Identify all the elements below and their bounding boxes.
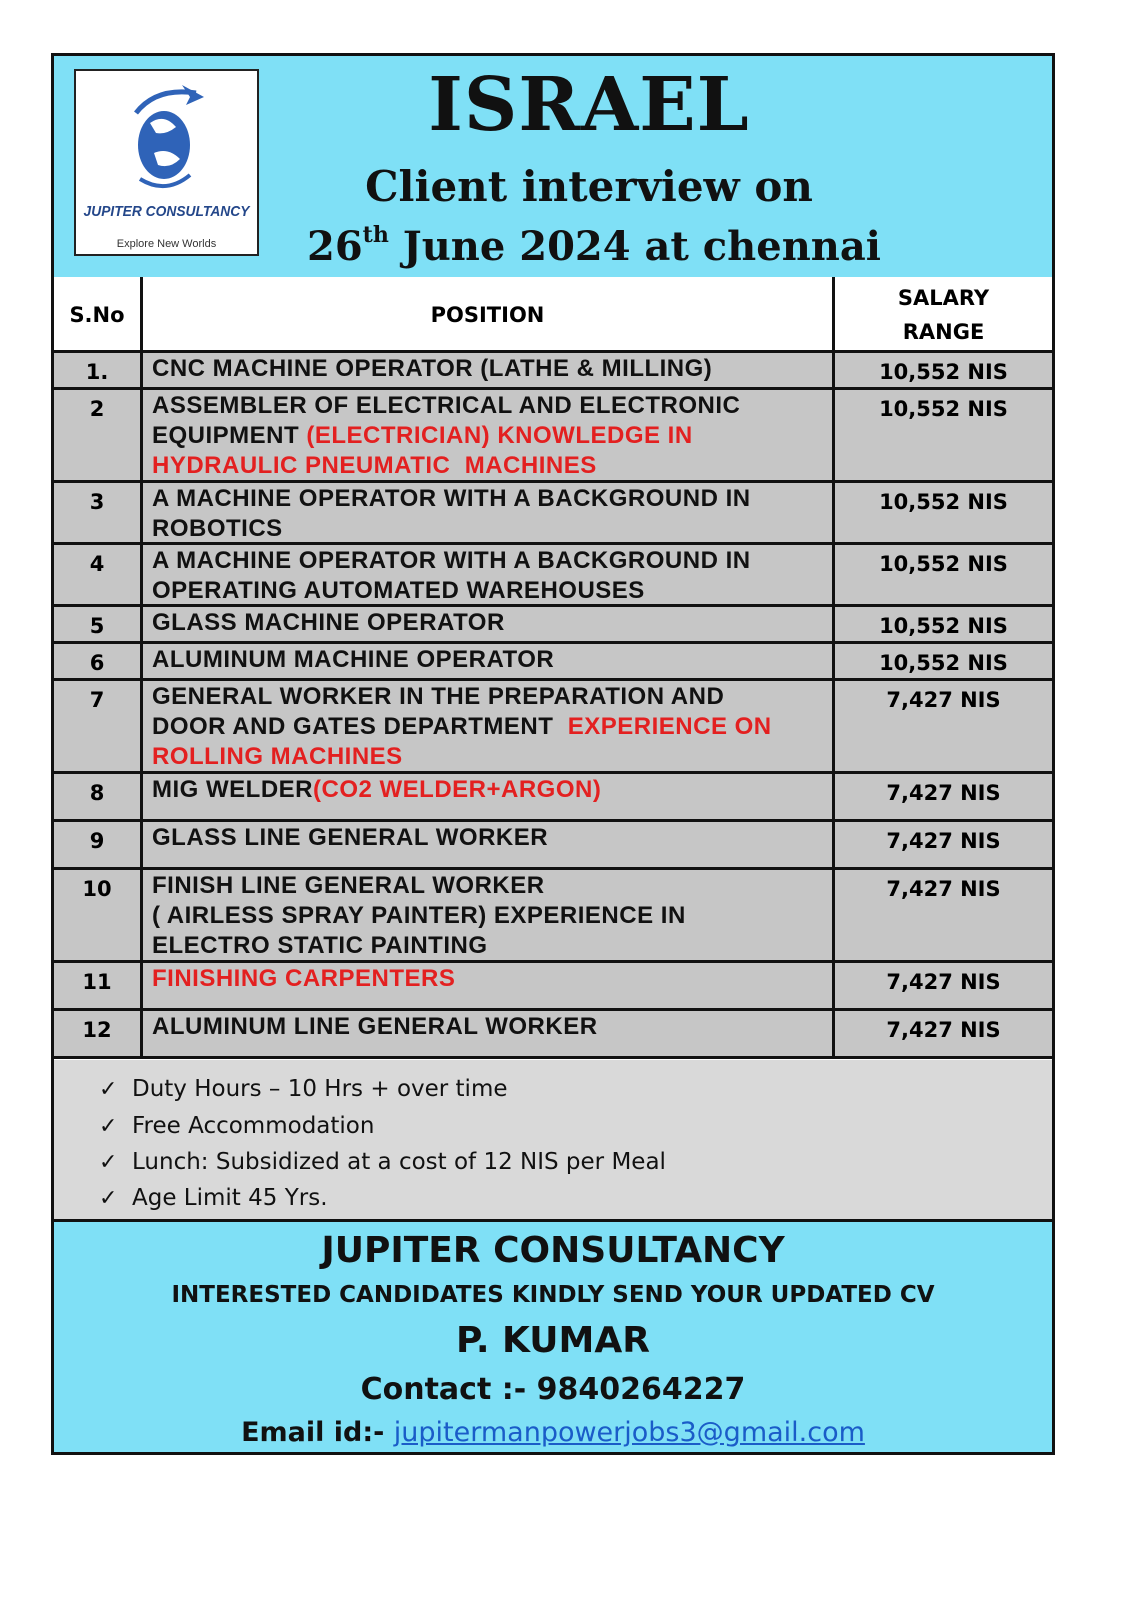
row-position bbox=[143, 870, 835, 960]
row-sno: 9 bbox=[54, 822, 143, 867]
position-highlight: EXPERIENCE ON ROLLING MACHINES bbox=[152, 713, 772, 770]
footer-company: JUPITER CONSULTANCY bbox=[321, 1230, 785, 1271]
table-row bbox=[54, 644, 1052, 681]
row-salary: 7,427 NIS bbox=[886, 1018, 1001, 1042]
footer-instruction: INTERESTED CANDIDATES KINDLY SEND YOUR UPDATED CV bbox=[171, 1282, 935, 1308]
position-text: ASSEMBLER OF ELECTRICAL AND ELECTRONIC EQUIPMENT bbox=[152, 392, 741, 449]
position-text: GENERAL WORKER IN THE PREPARATION AND DOOR AND GATES DEPARTMENT bbox=[152, 683, 725, 740]
position-highlight: (ELECTRICIAN) KNOWLEDGE IN HYDRAULIC PNEUMATIC MACHINES bbox=[152, 422, 693, 479]
globe-plane-icon bbox=[126, 83, 211, 198]
page-title: ISRAEL bbox=[428, 62, 750, 148]
row-position bbox=[143, 963, 835, 1008]
table-row bbox=[54, 390, 1052, 483]
row-sno: 11 bbox=[54, 963, 143, 1008]
poster-header bbox=[54, 56, 1052, 280]
row-position bbox=[143, 822, 835, 867]
check-icon: ✓ bbox=[99, 1077, 118, 1102]
row-salary: 7,427 NIS bbox=[886, 970, 1001, 994]
row-sno: 3 bbox=[54, 483, 143, 542]
table-row bbox=[54, 822, 1052, 870]
row-sno: 10 bbox=[54, 870, 143, 960]
row-salary: 10,552 NIS bbox=[879, 614, 1008, 638]
position-text: MIG WELDER bbox=[152, 776, 313, 803]
contact-phone: Contact :- 9840264227 bbox=[360, 1372, 746, 1407]
date-day: 26 bbox=[307, 223, 363, 270]
interview-date bbox=[284, 222, 904, 270]
date-suffix: th bbox=[362, 222, 389, 248]
table-row bbox=[54, 1011, 1052, 1059]
check-icon: ✓ bbox=[99, 1186, 118, 1211]
email-label: Email id:- bbox=[241, 1417, 394, 1448]
header-position: POSITION bbox=[143, 277, 835, 350]
row-position bbox=[143, 353, 835, 387]
position-highlight: FINISHING CARPENTERS bbox=[152, 965, 456, 992]
benefit-item: ✓ Lunch: Subsidized at a cost of 12 NIS per Meal bbox=[99, 1149, 666, 1175]
email-link[interactable]: jupitermanpowerjobs3@gmail.com bbox=[393, 1417, 865, 1448]
row-salary: 10,552 NIS bbox=[879, 397, 1008, 421]
logo-tagline: Explore New Worlds bbox=[116, 238, 217, 250]
header-sno: S.No bbox=[54, 277, 143, 350]
contact-footer bbox=[54, 1222, 1052, 1452]
row-sno: 5 bbox=[54, 607, 143, 641]
position-text: GLASS MACHINE OPERATOR bbox=[152, 609, 505, 636]
table-row bbox=[54, 963, 1052, 1011]
row-sno: 4 bbox=[54, 545, 143, 604]
row-sno: 8 bbox=[54, 774, 143, 819]
table-row bbox=[54, 774, 1052, 822]
position-highlight: (CO2 WELDER+ARGON) bbox=[313, 776, 602, 803]
row-salary: 10,552 NIS bbox=[879, 552, 1008, 576]
row-salary: 7,427 NIS bbox=[886, 877, 1001, 901]
contact-email-line bbox=[54, 1417, 1052, 1448]
row-salary: 10,552 NIS bbox=[879, 490, 1008, 514]
check-icon: ✓ bbox=[99, 1150, 118, 1175]
row-position bbox=[143, 483, 835, 542]
row-position bbox=[143, 545, 835, 604]
table-header-row bbox=[54, 277, 1052, 353]
contact-person: P. KUMAR bbox=[456, 1320, 650, 1361]
position-text: ALUMINUM MACHINE OPERATOR bbox=[152, 646, 555, 673]
interview-heading: Client interview on bbox=[365, 162, 813, 211]
position-text: A MACHINE OPERATOR WITH A BACKGROUND IN ROBOTICS bbox=[152, 485, 751, 542]
job-poster bbox=[51, 53, 1055, 1455]
date-rest: June 2024 at chennai bbox=[388, 223, 881, 270]
benefit-item: ✓ Duty Hours – 10 Hrs + over time bbox=[99, 1076, 508, 1102]
table-row bbox=[54, 483, 1052, 545]
row-position bbox=[143, 1011, 835, 1056]
row-salary: 10,552 NIS bbox=[879, 360, 1008, 384]
row-salary: 10,552 NIS bbox=[879, 651, 1008, 675]
benefit-item: ✓ Age Limit 45 Yrs. bbox=[99, 1185, 328, 1211]
row-salary: 7,427 NIS bbox=[886, 781, 1001, 805]
row-position bbox=[143, 681, 835, 771]
check-icon: ✓ bbox=[99, 1114, 118, 1139]
row-sno: 7 bbox=[54, 681, 143, 771]
table-row bbox=[54, 607, 1052, 644]
row-position bbox=[143, 607, 835, 641]
logo-company-name: JUPITER CONSULTANCY bbox=[83, 203, 250, 220]
row-salary: 7,427 NIS bbox=[886, 829, 1001, 853]
company-logo bbox=[74, 69, 259, 256]
row-sno: 2 bbox=[54, 390, 143, 480]
benefits-list bbox=[54, 1060, 1052, 1222]
row-salary: 7,427 NIS bbox=[886, 688, 1001, 712]
position-text: CNC MACHINE OPERATOR (LATHE & MILLING) bbox=[152, 355, 713, 382]
row-position bbox=[143, 774, 835, 819]
row-sno: 1. bbox=[54, 353, 143, 387]
table-row bbox=[54, 870, 1052, 963]
position-text: ALUMINUM LINE GENERAL WORKER bbox=[152, 1013, 598, 1040]
row-position bbox=[143, 390, 835, 480]
position-text: FINISH LINE GENERAL WORKER ( AIRLESS SPRAY PAINTER) EXPERIENCE IN ELECTRO STATIC PAINTING bbox=[152, 872, 686, 959]
position-text: GLASS LINE GENERAL WORKER bbox=[152, 824, 549, 851]
table-row bbox=[54, 353, 1052, 390]
row-position bbox=[143, 644, 835, 678]
position-text: A MACHINE OPERATOR WITH A BACKGROUND IN OPERATING AUTOMATED WAREHOUSES bbox=[152, 547, 751, 604]
row-sno: 12 bbox=[54, 1011, 143, 1056]
table-row bbox=[54, 545, 1052, 607]
table-row bbox=[54, 681, 1052, 774]
benefit-item: ✓ Free Accommodation bbox=[99, 1113, 375, 1139]
row-sno: 6 bbox=[54, 644, 143, 678]
header-salary: SALARY RANGE bbox=[897, 286, 990, 344]
